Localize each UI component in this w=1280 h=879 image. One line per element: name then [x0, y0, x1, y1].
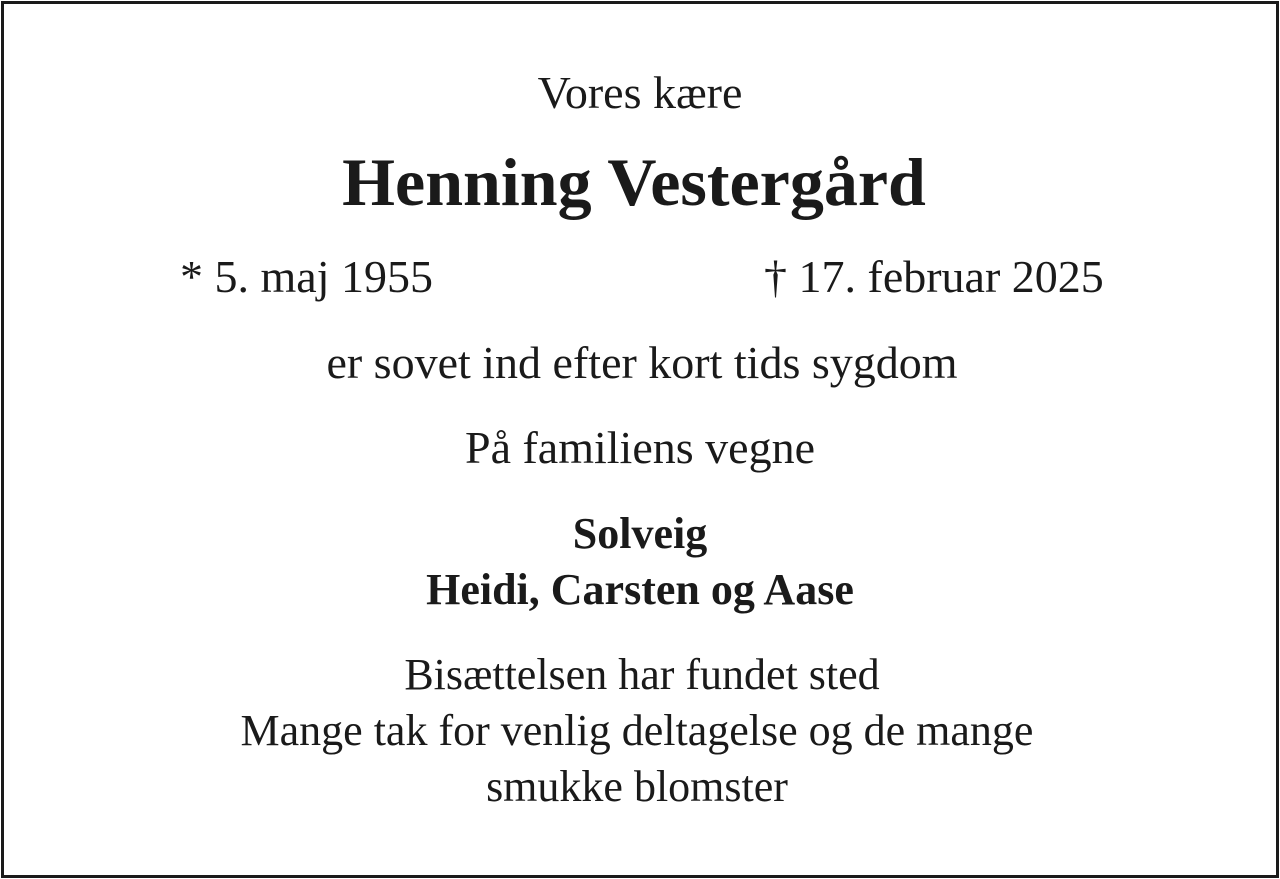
intro-text: Vores kære [537, 67, 743, 118]
birth-date: * 5. maj 1955 [180, 251, 433, 302]
obituary-notice [1, 1, 1279, 878]
funeral-status: Bisættelsen har fundet sted [404, 650, 880, 699]
on-behalf-text: På familiens vegne [464, 422, 815, 473]
life-dates [4, 251, 1276, 304]
thanks-text: Mange tak for venlig deltagelse og de mange [240, 706, 1034, 755]
death-statement: er sovet ind efter kort tids sygdom [326, 337, 958, 388]
signer-line: Solveig [572, 509, 708, 558]
deceased-name: Henning Vestergård [342, 144, 926, 220]
signers-block [4, 506, 1276, 618]
closing-block [4, 647, 1276, 815]
death-date: † 17. februar 2025 [764, 251, 1104, 302]
thanks-text-continued: smukke blomster [486, 762, 788, 811]
signer-line: Heidi, Carsten og Aase [426, 565, 854, 614]
